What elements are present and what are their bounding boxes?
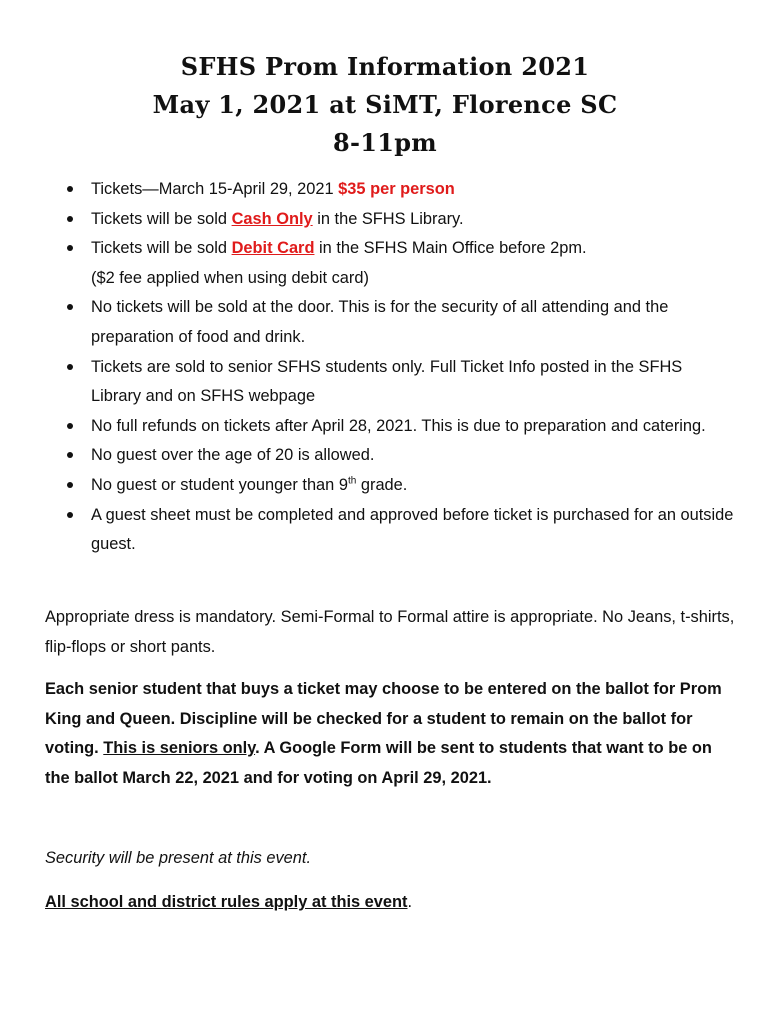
list-item-cash-only: [66, 205, 736, 235]
document-title: [0, 48, 770, 162]
cash-only-label: Cash Only: [231, 209, 313, 228]
ballot-text-part2: . A Google Form will be sent to students that want to be on the ballot March 22, 2021 and for voting on April 29, 2021.: [45, 739, 712, 787]
bullet-dot-icon: [67, 364, 73, 370]
grade-text-post: grade.: [356, 475, 408, 494]
bullet-dot-icon: [67, 423, 73, 429]
bullet-dot-icon: [67, 482, 73, 488]
cash-text-pre: Tickets will be sold: [91, 209, 232, 228]
list-item-guest-sheet: [66, 501, 736, 560]
seniors-only-emphasis: This is seniors only: [103, 739, 256, 758]
guest-sheet-text: A guest sheet must be completed and approved before ticket is purchased for an outside guest.: [91, 505, 734, 554]
list-item-grade-limit: [66, 471, 736, 501]
bullet-dot-icon: [67, 216, 73, 222]
bullet-dot-icon: [67, 304, 73, 310]
grade-text-pre: No guest or student younger than 9: [91, 475, 348, 494]
ballot-text-part1: Each senior student that buys a ticket may choose to be entered on the ballot for Prom King and Queen. Discipline will be checked for a student to remain on the ballot for voting.: [45, 680, 722, 758]
grade-superscript: th: [347, 475, 357, 487]
debit-card-label: Debit Card: [231, 239, 315, 258]
ticket-info-list: [66, 175, 736, 560]
refunds-text: No full refunds on tickets after April 28, 2021. This is due to preparation and catering.: [91, 416, 706, 435]
list-item-no-door-sales: [66, 293, 736, 352]
dress-code-paragraph: Appropriate dress is mandatory. Semi-Formal to Formal attire is appropriate. No Jeans, t-shirts, flip-flops or short pants.: [45, 608, 735, 656]
ballot-paragraph: [45, 675, 735, 793]
age-limit-text: No guest over the age of 20 is allowed.: [91, 446, 375, 465]
rules-text: All school and district rules apply at this event: [45, 893, 408, 911]
list-item-refunds: [66, 412, 736, 442]
bullet-dot-icon: [67, 186, 73, 192]
bullet-dot-icon: [67, 512, 73, 518]
ticket-price: $35 per person: [338, 180, 455, 198]
rules-tail: .: [407, 893, 413, 911]
list-item-ticket-dates: [66, 175, 736, 205]
no-door-text: No tickets will be sold at the door. This is for the security of all attending and the preparation of food and drink.: [91, 298, 669, 346]
ticket-dates-text: Tickets—March 15-April 29, 2021: [91, 180, 339, 198]
bullet-dot-icon: [67, 245, 73, 251]
title-line-event: SFHS Prom Information 2021: [180, 52, 590, 81]
list-item-seniors-only: [66, 353, 736, 412]
title-line-date-venue: May 1, 2021 at SiMT, Florence SC: [152, 90, 618, 119]
list-item-age-limit: [66, 441, 736, 471]
security-note: Security will be present at this event.: [45, 849, 312, 867]
debit-fee-note: ($2 fee applied when using debit card): [91, 268, 369, 287]
debit-text-pre: Tickets will be sold: [91, 239, 232, 258]
title-line-time: 8-11pm: [332, 128, 438, 157]
cash-text-post: in the SFHS Library.: [312, 209, 464, 228]
debit-text-post: in the SFHS Main Office before 2pm.: [314, 239, 587, 258]
rules-note: [45, 888, 735, 918]
list-item-debit-card: [66, 234, 736, 293]
bullet-dot-icon: [67, 452, 73, 458]
seniors-only-text: Tickets are sold to senior SFHS students only. Full Ticket Info posted in the SFHS Library and on SFHS webpage: [91, 357, 683, 406]
